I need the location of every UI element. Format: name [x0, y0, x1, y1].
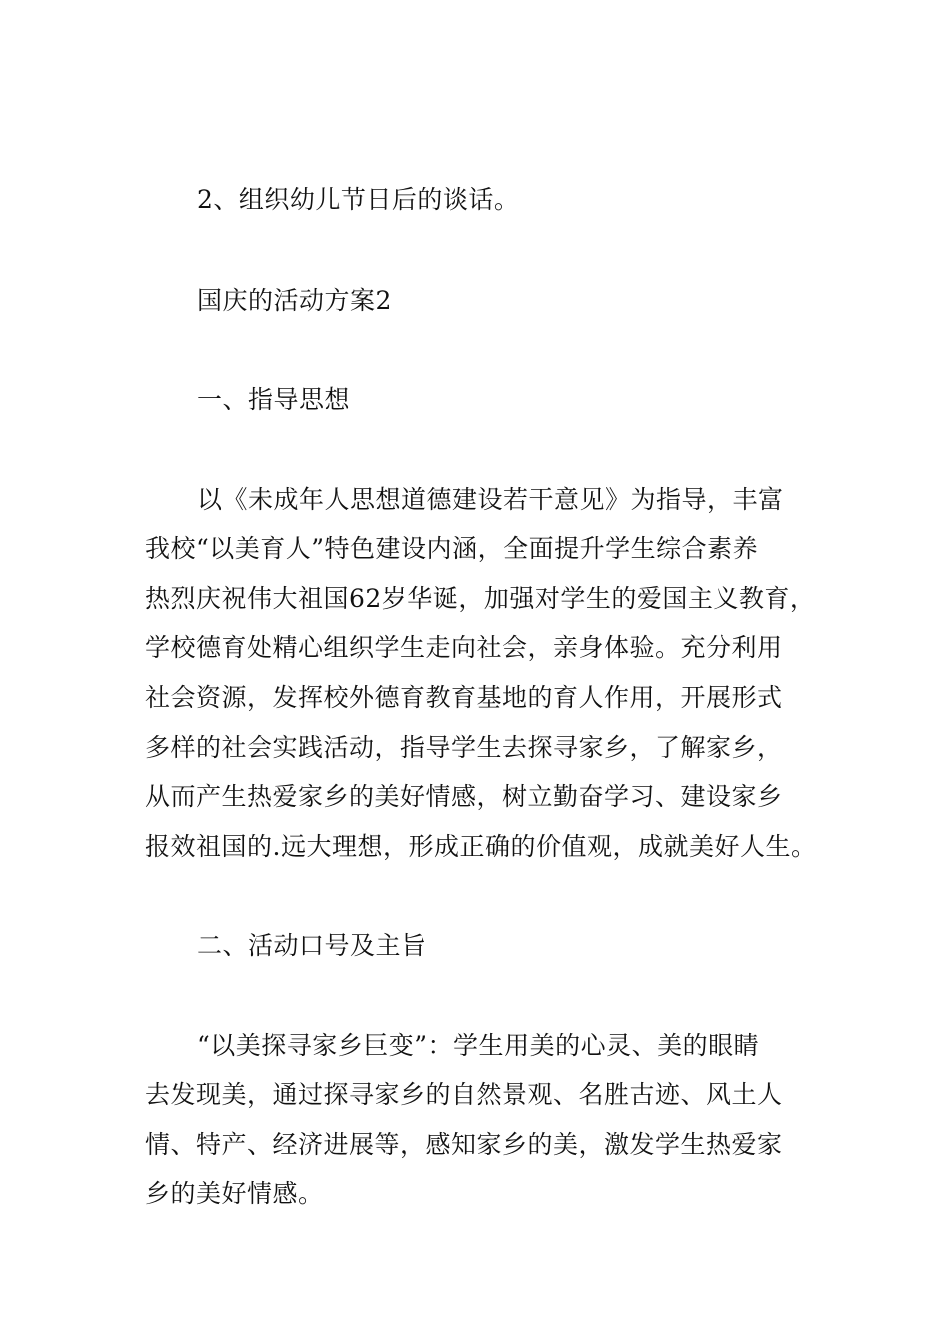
paragraph-line: 多样的社会实践活动，指导学生去探寻家乡，了解家乡， [145, 733, 783, 762]
paragraph-line: 乡的美好情感。 [145, 1179, 324, 1208]
paragraph-line: 学校德育处精心组织学生走向社会，亲身体验。充分利用 [145, 633, 783, 662]
heading-guiding-ideology: 一、指导思想 [197, 385, 351, 414]
paragraph-line: 热烈庆祝伟大祖国62岁华诞，加强对学生的爱国主义教育， [145, 584, 816, 613]
paragraph-line: 我校“以美育人”特色建设内涵，全面提升学生综合素养 [145, 534, 759, 563]
paragraph-line: 报效祖国的.远大理想，形成正确的价值观，成就美好人生。 [145, 832, 817, 861]
paragraph-line: “以美探寻家乡巨变”：学生用美的心灵、美的眼睛 [197, 1031, 760, 1060]
paragraph-line: 社会资源，发挥校外德育教育基地的育人作用，开展形式 [145, 683, 783, 712]
list-item-2: 2、组织幼儿节日后的谈话。 [197, 185, 520, 214]
section-title: 国庆的活动方案2 [197, 286, 392, 315]
paragraph-line: 去发现美，通过探寻家乡的自然景观、名胜古迹、风土人 [145, 1080, 783, 1109]
paragraph-line: 情、特产、经济进展等，感知家乡的美，激发学生热爱家 [145, 1130, 783, 1159]
heading-slogan-theme: 二、活动口号及主旨 [197, 931, 427, 960]
paragraph-line: 从而产生热爱家乡的美好情感，树立勤奋学习、建设家乡 [145, 782, 783, 811]
paragraph-line: 以《未成年人思想道德建设若干意见》为指导，丰富 [197, 485, 784, 514]
